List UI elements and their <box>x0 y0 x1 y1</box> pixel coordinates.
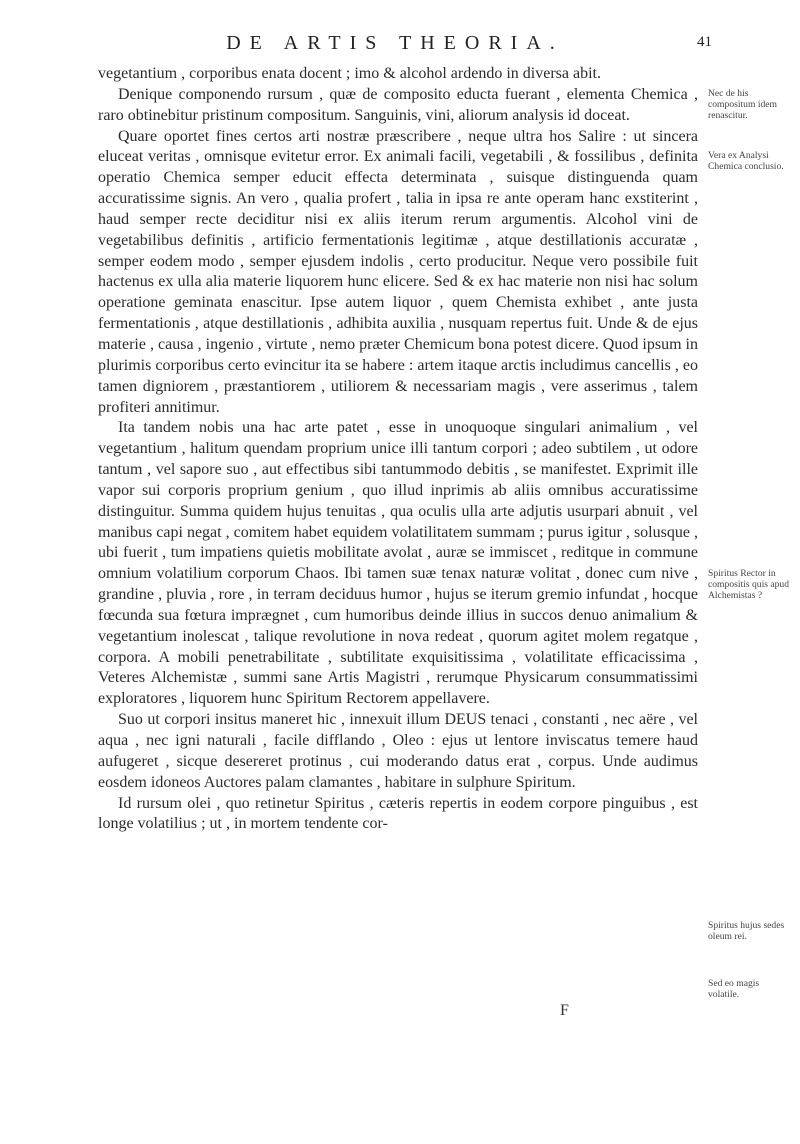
paragraph-ita-tandem: Ita tandem nobis una hac arte patet , esse in unoquoque singulari animalium , vel vegetantium , halitum quendam proprium unice illi tantum corpori ; adeo subtilem , ut odore tantum , vel sapore suo , aut effectibus sibi tantummodo debitis , se manifestet. Exprimit ille vapor sui corporis proprium genium , quo illud inprimis ab aliis omnibus accuratissime distinguitur. Summa quidem hujus tenuitas , qua oculis ulla arte adjutis usurpari abnuit , vel manibus capi negat , comitem habet equidem volatilitatem summam ; purus igitur , solusque , ubi fuerit , tum impatiens quietis mobilitate avolat , auræ se immiscet , reditque in commune omnium volatilium corporum Chaos. Ibi tamen suæ tenax naturæ volitat , donec cum nive , grandine , pluvia , rore , in terram deciduus humor , hujus se iterum gremio infundat , hocque fœcunda sua fœtura imprægnet , cum humoribus deinde illius in succos denuo animalium & vegetantium inolescat , talique revolutione in nova redeat , quorum agitet molem regatque , corpora. A mobili penetrabilitate , subtilitate exquisitissima , volatilitate efficacissima , Veteres Alchemistæ , summi sane Artis Magistri , rerumque Physicarum consummatissimi exploratores , liquorem hunc Spiritum Rectorem appellavere. <box>98 419 698 708</box>
paragraph-continuation: vegetantium , corporibus enata docent ; imo & alcohol ardendo in diversa abit. <box>98 65 601 82</box>
running-header <box>100 32 720 62</box>
main-text <box>98 64 698 835</box>
marginal-note-2: Vera ex Analysi Chemica conclusio. <box>708 150 784 172</box>
signature-mark: F <box>560 1002 569 1019</box>
page-number: 41 <box>697 34 712 50</box>
paragraph-quare: Quare oportet fines certos arti nostræ præscribere , neque ultra hos Salire : ut sincera eluceat veritas , omnisque evitetur error. Ex animali facili, vegetabili , & fossilibus , definita operatio Chemica semper educit effecta determinata , suisque distinguenda quam accuratissime signis. An vero , qualia profert , talia in ipsa re ante operam hanc exstiterint , haud semper recte deciditur nisi ex aliis iterum rerum argumentis. Alcohol vini de vegetabilibus definitis , artificio fermentationis legitimæ , atque destillationis accuratæ , semper eodem modo , semper ejusdem indolis , certo producitur. Neque vero possibile fuit hactenus ex ulla alia materie liquorem hunc elicere. Sed & ex hac materie non nisi hac solum operatione geminata enascitur. Ipse autem liquor , quem Chemista exhibet , ante justa fermentationis , atque destillationis , adhibita auxilia , nusquam repertus fuit. Unde & de ejus materie , causa , ingenio , virtute , nemo præter Chemicum bona potest dicere. Quod ipsum in plurimis corporibus certo evincitur ita se habere : artem itaque arctis includimus cancellis , eo tamen digniorem , præstantiorem , utiliorem & necessariam magis , vere asserimus , talem profiteri annitimur. <box>98 127 698 416</box>
paragraph-suo-ut: Suo ut corpori insitus maneret hic , innexuit illum DEUS tenaci , constanti , nec aëre , vel aqua , nec igni naturali , facile difflando , Oleo : ejus ut lentore inviscatus temere haud aufugeret , sicque desereret protinus , cui moderando datus erat , corpus. Unde audimus eosdem idoneos Auctores palam clamantes , habitare in sulphure Spiritum. <box>98 711 698 791</box>
marginal-note-4: Spiritus hujus sedes oleum rei. <box>708 920 785 942</box>
paragraph-id-rursum: Id rursum olei , quo retinetur Spiritus , cæteris repertis in eodem corpore pinguibus , est longe volatilius ; ut , in mortem tendente cor- <box>98 794 698 833</box>
paragraph-denique: Denique componendo rursum , quæ de composito educta fuerant , elementa Chemica , raro obtinebitur pristinum compositum. Sanguinis, vini, aliorum analysis id doceat. <box>98 85 698 124</box>
marginal-note-3: Spiritus Rector in compositis quis apud Alchemistas ? <box>708 568 790 601</box>
marginal-note-1: Nec de his compositum idem renascitur. <box>708 88 778 121</box>
running-title: DE ARTIS THEORIA. <box>226 32 564 54</box>
marginal-note-5: Sed eo magis volatile. <box>708 978 760 1000</box>
